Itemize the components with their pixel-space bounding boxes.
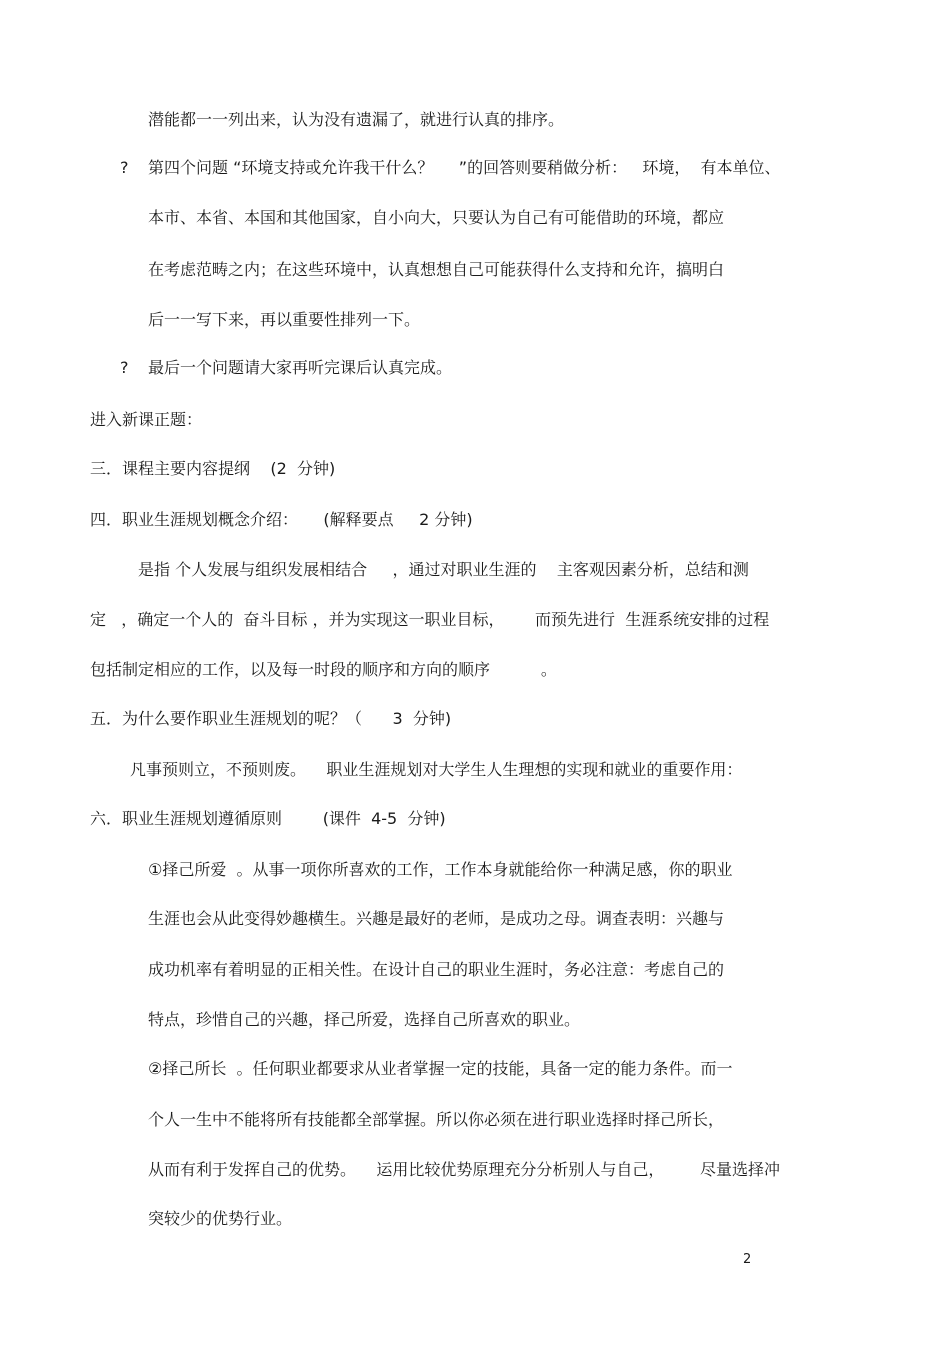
section-heading: 六．职业生涯规划遵循原则 (课件 4-5 分钟) xyxy=(90,809,446,828)
text-line: 成功机率有着明显的正相关性。在设计自己的职业生涯时，务必注意：考虑自己的 xyxy=(148,960,725,979)
text-line: 在考虑范畴之内；在这些环境中，认真想想自己可能获得什么支持和允许，搞明白 xyxy=(148,260,725,279)
text-line: 本市、本省、本国和其他国家，自小向大，只要认为自己有可能借助的环境，都应 xyxy=(148,208,725,227)
text-line: 特点，珍惜自己的兴趣，择己所爱，选择自己所喜欢的职业。 xyxy=(148,1010,581,1029)
text-line: 凡事预则立，不预则废。 职业生涯规划对大学生人生理想的实现和就业的重要作用： xyxy=(130,760,743,779)
section-heading: 五．为什么要作职业生涯规划的呢？（ 3 分钟) xyxy=(90,709,452,728)
text-line: 定 ，确定一个人的 奋斗目标 ，并为实现这一职业目标， 而预先进行 生涯系统安排的过程 xyxy=(90,610,770,629)
text-line: 生涯也会从此变得妙趣横生。兴趣是最好的老师，是成功之母。调查表明：兴趣与 xyxy=(148,909,725,928)
text-line: 是指 个人发展与组织发展相结合 ，通过对职业生涯的 主客观因素分析，总结和测 xyxy=(138,560,749,579)
section-heading: 四．职业生涯规划概念介绍： (解释要点 2 分钟) xyxy=(90,510,473,529)
bullet-marker: ? xyxy=(120,358,129,377)
text-line: 突较少的优势行业。 xyxy=(148,1209,293,1228)
text-line: 包括制定相应的工作，以及每一时段的顺序和方向的顺序 。 xyxy=(90,660,557,679)
page-number: 2 xyxy=(743,1252,752,1267)
text-line: 后一一写下来，再以重要性排列一下。 xyxy=(148,310,421,329)
section-heading: 进入新课正题： xyxy=(90,410,203,429)
text-line: ②择己所长 。任何职业都要求从业者掌握一定的技能，具备一定的能力条件。而一 xyxy=(148,1059,733,1078)
text-line: 从而有利于发挥自己的优势。 运用比较优势原理充分分析别人与自己， 尽量选择冲 xyxy=(148,1160,780,1179)
text-line: 潜能都一一列出来，认为没有遗漏了，就进行认真的排序。 xyxy=(148,110,565,129)
section-heading: 三．课程主要内容提纲 (2 分钟) xyxy=(90,459,336,478)
text-line: 第四个问题 “环境支持或允许我干什么？ ”的回答则要稍做分析： 环境， 有本单位、 xyxy=(148,158,781,177)
text-line: ①择己所爱 。从事一项你所喜欢的工作，工作本身就能给你一种满足感，你的职业 xyxy=(148,860,733,879)
text-line: 最后一个问题请大家再听完课后认真完成。 xyxy=(148,358,453,377)
text-line: 个人一生中不能将所有技能都全部掌握。所以你必须在进行职业选择时择己所长， xyxy=(148,1110,725,1129)
bullet-marker: ? xyxy=(120,158,129,177)
